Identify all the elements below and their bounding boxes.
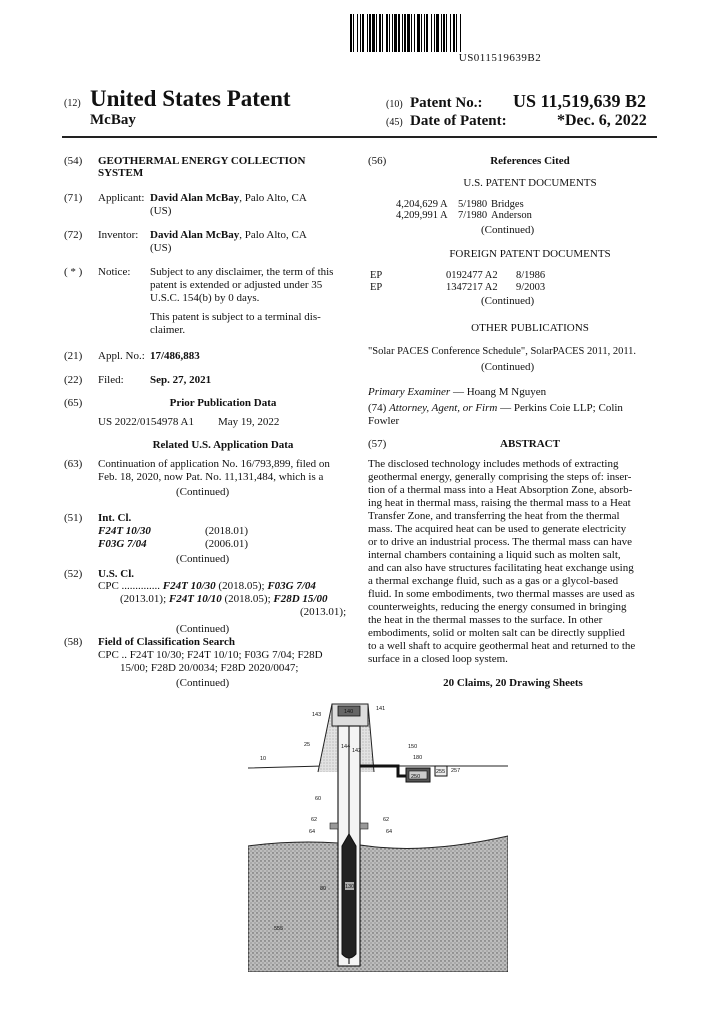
inventor-country: (US) [150, 242, 172, 254]
int-cl-more: (Continued) [176, 553, 230, 565]
abstract-line: surface in a closed loop system. [368, 653, 508, 665]
code-72: (72) [64, 229, 83, 241]
header-rule [62, 136, 657, 138]
fig-label-64-right: 64 [386, 829, 393, 835]
us-docs-heading: U.S. PATENT DOCUMENTS [463, 177, 597, 189]
field-search-more: (Continued) [176, 677, 230, 689]
code-12: (12) [64, 98, 81, 109]
code-71: (71) [64, 192, 83, 204]
code-10: (10) [386, 99, 403, 110]
filed-label: Filed: [98, 374, 124, 386]
examiner-line [368, 386, 546, 399]
notice-label: Notice: [98, 266, 131, 278]
foreign-doc-2-no: 1347217 A2 [446, 282, 498, 293]
inventor-location: , Palo Alto, CA [239, 229, 307, 241]
related-heading: Related U.S. Application Data [152, 439, 294, 451]
applicant-label: Applicant: [98, 192, 145, 204]
ground-layer [248, 836, 508, 972]
date-label: Date of Patent: [410, 113, 507, 129]
abstract-line: geothermal energy, generally comprising the steps of: inser- [368, 471, 632, 483]
flange-right [360, 823, 368, 829]
attorney-line1 [368, 402, 623, 415]
examiner-name: — Hoang M Nguyen [450, 386, 547, 398]
abstract-line: the heat in the thermal masses to the surface. In other [368, 614, 603, 626]
fig-label-255: 255 [436, 769, 446, 775]
fig-label-180: 180 [413, 755, 423, 761]
abstract-heading: ABSTRACT [500, 438, 560, 450]
us-doc-2-name: Anderson [491, 210, 532, 221]
thermal-mass [342, 834, 356, 958]
foreign-doc-2-date: 9/2003 [516, 282, 546, 293]
abstract-line: and can also have structures facilitating heat exchange using [368, 562, 634, 574]
code-58: (58) [64, 636, 83, 648]
code-56: (56) [368, 155, 387, 167]
foreign-docs-heading: FOREIGN PATENT DOCUMENTS [449, 248, 611, 260]
cpc-class-d: F28D 15/00 [273, 593, 328, 605]
abstract-line: embodiments, solid or molten salt can be directly supplied [368, 627, 625, 639]
code-52: (52) [64, 568, 83, 580]
examiner-label: Primary Examiner [368, 386, 451, 398]
other-pub-ref: "Solar PACES Conference Schedule", SolarPACES 2011, 2011. [368, 346, 637, 357]
abstract-line: tion of a thermal mass into a Heat Absorption Zone, absorb- [368, 484, 633, 496]
abstract-line: ing heat in thermal mass, raising the thermal mass to a Heat [368, 497, 631, 509]
notice-line2: patent is extended or adjusted under 35 [150, 279, 323, 291]
foreign-doc-1-date: 8/1986 [516, 270, 546, 281]
cpc-class-b: F03G 7/04 [267, 580, 316, 592]
code-57: (57) [368, 438, 387, 450]
attorney-label: Attorney, Agent, or Firm [389, 402, 498, 414]
us-doc-2-date: 7/1980 [458, 210, 488, 221]
continuation-line2: Feb. 18, 2020, now Pat. No. 11,131,484, which is a [98, 471, 324, 483]
foreign-doc-1-no: 0192477 A2 [446, 270, 498, 281]
code-22: (22) [64, 374, 83, 386]
cpc-date-e: (2013.01); [300, 606, 347, 618]
code-51: (51) [64, 512, 83, 524]
other-pubs-more: (Continued) [481, 361, 535, 373]
code-45: (45) [386, 117, 403, 128]
int-cl-1: F24T 10/30 [98, 525, 151, 537]
fig-label-25: 25 [304, 742, 311, 748]
field-search-line1: CPC .. F24T 10/30; F24T 10/10; F03G 7/04; F28D [98, 649, 323, 661]
barcode-number: US011519639B2 [458, 52, 542, 64]
notice-line3: U.S.C. 154(b) by 0 days. [150, 292, 260, 304]
fig-label-141: 141 [376, 706, 386, 712]
attorney-name: — Perkins Coie LLP; Colin [497, 402, 623, 414]
fig-label-10: 10 [260, 756, 267, 762]
other-pubs-heading: OTHER PUBLICATIONS [471, 322, 589, 334]
continuation-more: (Continued) [176, 486, 230, 498]
abstract-line: fluid. In some embodiments, two thermal masses are used as [368, 588, 635, 600]
applicant-location: , Palo Alto, CA [239, 192, 307, 204]
foreign-docs-more: (Continued) [481, 295, 535, 307]
patent-drawing [248, 696, 508, 972]
us-doc-1-date: 5/1980 [458, 199, 488, 210]
appl-no-label: Appl. No.: [98, 350, 145, 362]
invention-title-line1: GEOTHERMAL ENERGY COLLECTION [98, 155, 306, 167]
cpc-class-a: F24T 10/30 [162, 580, 216, 592]
flange-left [330, 823, 338, 829]
code-21: (21) [64, 350, 83, 362]
cpc-date-a: (2018.05); [215, 580, 268, 592]
notice-line4: This patent is subject to a terminal dis- [150, 311, 321, 323]
applicant-line1 [150, 192, 307, 205]
fig-label-142: 142 [352, 748, 362, 754]
abstract-line: The disclosed technology includes methods of extracting [368, 458, 619, 470]
barcode-bar [461, 14, 463, 52]
us-doc-1-no: 4,204,629 A [396, 199, 448, 210]
patent-no-label: Patent No.: [410, 95, 483, 111]
foreign-doc-1-cc: EP [370, 270, 383, 281]
fig-label-143: 143 [312, 712, 322, 718]
invention-title-line2: SYSTEM [98, 167, 144, 179]
int-cl-1-date: (2018.01) [205, 525, 249, 537]
fig-label-150: 150 [408, 744, 418, 750]
barcode [350, 14, 650, 52]
inventor-surname: McBay [90, 112, 136, 128]
fig-label-250: 250 [411, 774, 421, 780]
code-54: (54) [64, 155, 83, 167]
patent-number: US 11,519,639 B2 [513, 91, 647, 111]
abstract-line: internal chambers containing a liquid such as molten salt, [368, 549, 621, 561]
int-cl-label: Int. Cl. [98, 512, 132, 524]
inventor-line1 [150, 229, 307, 242]
prior-pub-number: US 2022/0154978 A1 [98, 416, 194, 428]
field-search-heading: Field of Classification Search [98, 636, 235, 648]
code-65: (65) [64, 397, 83, 409]
code-63: (63) [64, 458, 83, 470]
applicant-name: David Alan McBay [150, 192, 240, 204]
prior-pub-date: May 19, 2022 [218, 416, 280, 428]
us-docs-more: (Continued) [481, 224, 535, 236]
cpc-label: CPC .............. [98, 580, 161, 592]
claims-summary: 20 Claims, 20 Drawing Sheets [443, 677, 583, 689]
foreign-doc-2-cc: EP [370, 282, 383, 293]
patent-date: *Dec. 6, 2022 [557, 112, 647, 129]
abstract-line: counterweights, reducing the energy consumed in bringing [368, 601, 627, 613]
int-cl-2: F03G 7/04 [98, 538, 147, 550]
fig-label-257: 257 [451, 768, 461, 774]
fig-label-140: 140 [344, 709, 354, 715]
code-notice: ( * ) [64, 266, 83, 278]
appl-no: 17/486,883 [150, 350, 200, 362]
abstract-body [368, 458, 658, 666]
fig-label-130: 130 [345, 884, 355, 890]
continuation-line1: Continuation of application No. 16/793,899, filed on [98, 458, 330, 470]
fig-label-80: 80 [320, 886, 327, 892]
fig-label-555: 555 [274, 926, 284, 932]
cpc-date-d: (2018.05); [221, 593, 274, 605]
fig-label-62-right: 62 [383, 817, 390, 823]
us-cl-label: U.S. Cl. [98, 568, 135, 580]
attorney-line2: Fowler [368, 415, 400, 427]
abstract-line: mass. The acquired heat can be used to generate electricity [368, 523, 627, 535]
inventor-label: Inventor: [98, 229, 139, 241]
abstract-line: a thermal exchange fluid, such as a gas or a glycol-based [368, 575, 619, 587]
us-cl-more: (Continued) [176, 623, 230, 635]
filed-date: Sep. 27, 2021 [150, 374, 212, 386]
cpc-class-c: F24T 10/10 [168, 593, 222, 605]
fig-label-144: 144 [341, 744, 351, 750]
inventor-name: David Alan McBay [150, 229, 240, 241]
cpc-line2 [120, 593, 350, 606]
cpc-line1 [98, 580, 350, 593]
references-heading: References Cited [490, 155, 570, 167]
us-doc-2-no: 4,209,991 A [396, 210, 448, 221]
us-doc-1-name: Bridges [491, 199, 524, 210]
notice-line1: Subject to any disclaimer, the term of this [150, 266, 334, 278]
fig-label-62-left: 62 [311, 817, 318, 823]
fig-label-60: 60 [315, 796, 322, 802]
prior-pub-heading: Prior Publication Data [169, 397, 277, 409]
field-search-line2: 15/00; F28D 20/0034; F28D 2020/0047; [120, 662, 299, 674]
int-cl-2-date: (2006.01) [205, 538, 249, 550]
applicant-country: (US) [150, 205, 172, 217]
abstract-line: Transfer Zone, and transferring the heat from the thermal [368, 510, 620, 522]
abstract-line: to a well shaft to acquire geothermal heat and returned to the [368, 640, 636, 652]
cpc-date-c: (2013.01); [120, 593, 169, 605]
code-74: (74) [368, 402, 387, 414]
notice-line5: claimer. [150, 324, 186, 336]
patent-title: United States Patent [90, 86, 291, 111]
fig-label-64-left: 64 [309, 829, 316, 835]
abstract-line: or to drive an industrial process. The thermal mass can have [368, 536, 633, 548]
